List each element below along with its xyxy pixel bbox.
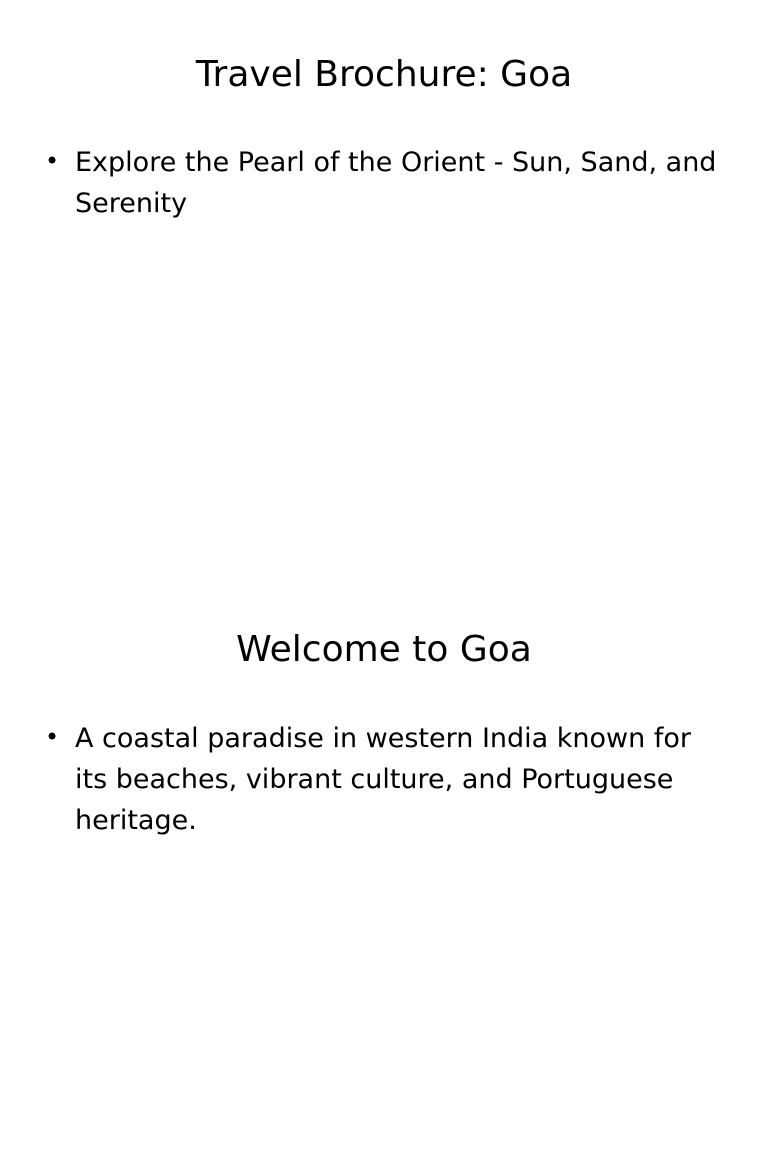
- slide-title: Welcome to Goa: [236, 629, 532, 670]
- bullet-dot-icon: •: [45, 147, 60, 175]
- slide-title: Travel Brochure: Goa: [195, 54, 573, 95]
- bullet-dot-icon: •: [45, 723, 60, 751]
- bullet-list: [45, 718, 725, 841]
- bullet-text: A coastal paradise in western India known for its beaches, vibrant culture, and Portuguese heritage.: [75, 723, 691, 836]
- bullet-item: [45, 718, 725, 841]
- bullet-list: [45, 142, 725, 224]
- bullet-text: Explore the Pearl of the Orient - Sun, Sand, and Serenity: [75, 147, 717, 219]
- bullet-item: [45, 142, 725, 224]
- slide-2: [0, 576, 768, 1152]
